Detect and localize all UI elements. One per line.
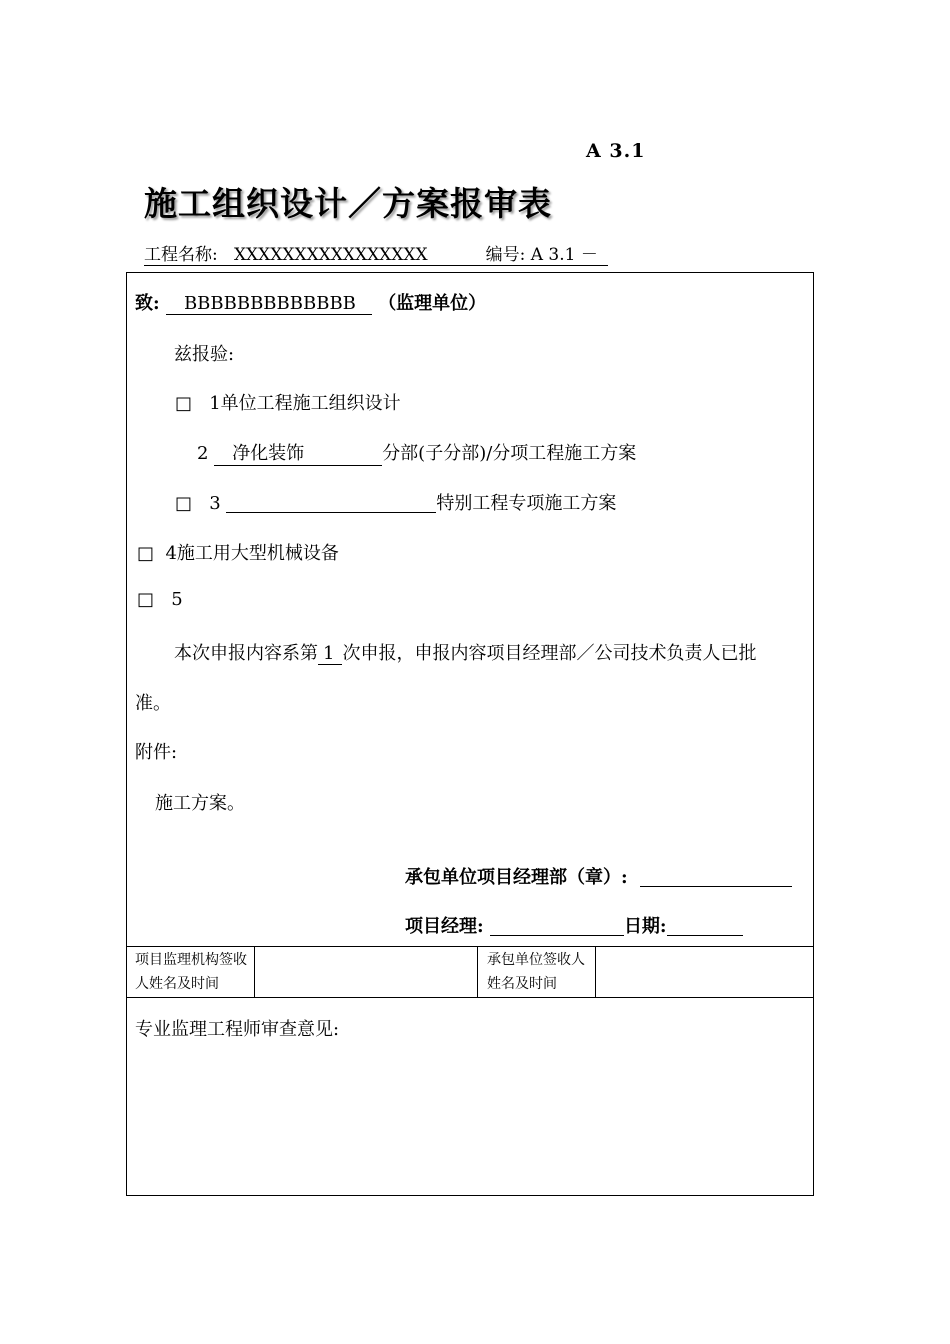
form-box <box>126 272 814 1196</box>
number-value[interactable]: A 3.1 － <box>530 245 598 265</box>
project-label: 工程名称: <box>144 245 218 265</box>
declaration-post: 次申报，申报内容项目经理部／公司技术负责人已批 <box>342 643 757 664</box>
item-4 <box>137 539 339 565</box>
to-suffix: （监理单位） <box>378 293 487 314</box>
item-2 <box>197 439 636 466</box>
item-3-number: 3 <box>209 493 221 514</box>
contractor-seal-label: 承包单位项目经理部（章）: <box>405 867 628 888</box>
item-2-fill[interactable]: 净化装饰 <box>214 439 382 466</box>
to-label: 致: <box>135 293 160 314</box>
contractor-seal-field[interactable] <box>640 866 792 887</box>
item-5 <box>137 589 183 610</box>
date-field[interactable] <box>667 915 743 936</box>
review-label: 专业监理工程师审查意见: <box>135 1019 340 1040</box>
manager-field[interactable] <box>490 915 624 936</box>
declaration-end: 准。 <box>135 693 171 714</box>
item-3-text: 特别工程专项施工方案 <box>436 493 617 514</box>
item-1-checkbox[interactable]: □ <box>175 393 193 414</box>
item-1-text: 1单位工程施工组织设计 <box>209 393 401 414</box>
contractor-receiver-label: 承包单位签收人姓名及时间 <box>487 952 585 992</box>
item-1 <box>175 389 401 415</box>
to-value[interactable]: BBBBBBBBBBBBB <box>166 293 372 315</box>
intro-text: 兹报验: <box>174 344 235 365</box>
item-4-text: 4施工用大型机械设备 <box>165 543 339 564</box>
item-5-checkbox[interactable]: □ <box>137 589 155 610</box>
item-3-checkbox[interactable]: □ <box>175 493 193 514</box>
page-title: 施工组织设计／方案报审表 <box>144 184 552 223</box>
item-3 <box>175 489 616 515</box>
project-line <box>144 240 608 266</box>
attachment-value: 施工方案。 <box>155 793 245 814</box>
declaration-count[interactable]: 1 <box>318 643 342 665</box>
divider <box>127 997 813 998</box>
item-5-text: 5 <box>171 589 183 610</box>
declaration-line <box>174 639 756 665</box>
number-label: 编号: <box>485 245 526 265</box>
item-2-number: 2 <box>197 443 209 464</box>
manager-line <box>405 912 743 938</box>
declaration-pre: 本次申报内容系第 <box>174 643 318 664</box>
attachment-label: 附件: <box>135 742 178 763</box>
to-line <box>135 289 486 315</box>
date-label: 日期: <box>623 916 667 937</box>
item-2-text: 分部(子分部)/分项工程施工方案 <box>382 443 637 464</box>
contractor-receiver-field[interactable] <box>597 948 811 995</box>
item-4-checkbox[interactable]: □ <box>137 543 155 564</box>
manager-label: 项目经理: <box>405 916 484 937</box>
divider <box>477 946 478 997</box>
review-opinion-field[interactable] <box>135 1043 805 1188</box>
divider <box>595 946 596 997</box>
project-name[interactable]: XXXXXXXXXXXXXXXX <box>233 245 428 265</box>
contractor-seal-line <box>405 863 792 889</box>
divider <box>254 946 255 997</box>
supervisor-receiver-label: 项目监理机构签收人姓名及时间 <box>135 952 247 992</box>
supervisor-receiver-field[interactable] <box>256 948 475 995</box>
item-3-fill[interactable] <box>226 492 436 513</box>
form-code: A 3.1 <box>586 140 646 162</box>
divider <box>127 946 813 947</box>
